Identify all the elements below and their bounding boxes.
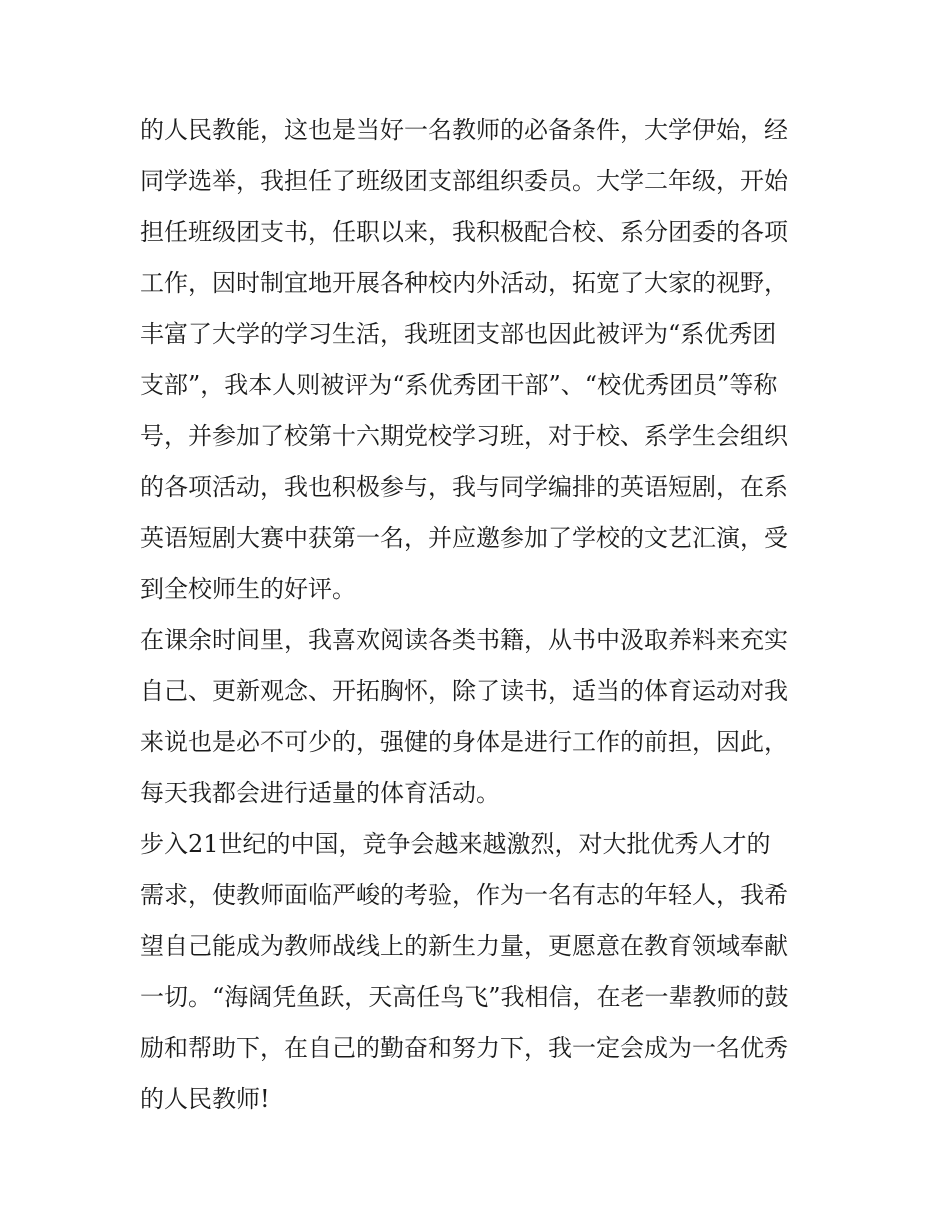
text-line: 每天我都会进行适量的体育活动。 <box>140 779 500 807</box>
text-line: 的人民教师! <box>140 1085 270 1113</box>
text-line: 励和帮助下，在自己的勤奋和努力下，我一定会成为一名优秀 <box>140 1034 788 1062</box>
text-line: 自己、更新观念、开拓胸怀，除了读书，适当的体育运动对我 <box>140 677 788 705</box>
text-line: 的人民教能，这也是当好一名教师的必备条件，大学伊始，经 <box>140 116 788 144</box>
text-line: 一切。“海阔凭鱼跃，天高任鸟飞”我相信，在老一辈教师的鼓 <box>140 983 789 1011</box>
text-line: 到全校师生的好评。 <box>140 575 356 603</box>
text-line: 望自己能成为教师战线上的新生力量，更愿意在教育领域奉献 <box>140 932 788 960</box>
text-line: 丰富了大学的学习生活，我班团支部也因此被评为“系优秀团 <box>140 320 777 348</box>
text-line: 工作，因时制宜地开展各种校内外活动，拓宽了大家的视野， <box>140 269 788 297</box>
document-body <box>140 105 815 1125</box>
paragraph-aspiration <box>140 819 815 1125</box>
paragraph-campus-activities <box>140 105 815 615</box>
text-line: 担任班级团支书，任职以来，我积极配合校、系分团委的各项 <box>140 218 788 246</box>
text-line: 英语短剧大赛中获第一名，并应邀参加了学校的文艺汇演，受 <box>140 524 788 552</box>
text-line: 来说也是必不可少的，强健的身体是进行工作的前担，因此， <box>140 728 788 756</box>
text-line: 的各项活动，我也积极参与，我与同学编排的英语短剧，在系 <box>140 473 788 501</box>
paragraph-spare-time <box>140 615 815 819</box>
text-line: 步入21世纪的中国，竞争会越来越激烈，对大批优秀人才的 <box>140 830 771 858</box>
text-line: 号，并参加了校第十六期党校学习班，对于校、系学生会组织 <box>140 422 788 450</box>
text-line: 支部”，我本人则被评为“系优秀团干部”、“校优秀团员”等称 <box>140 371 778 399</box>
text-line: 需求，使教师面临严峻的考验，作为一名有志的年轻人，我希 <box>140 881 788 909</box>
text-line: 在课余时间里，我喜欢阅读各类书籍，从书中汲取养料来充实 <box>140 626 788 654</box>
text-line: 同学选举，我担任了班级团支部组织委员。大学二年级，开始 <box>140 167 788 195</box>
